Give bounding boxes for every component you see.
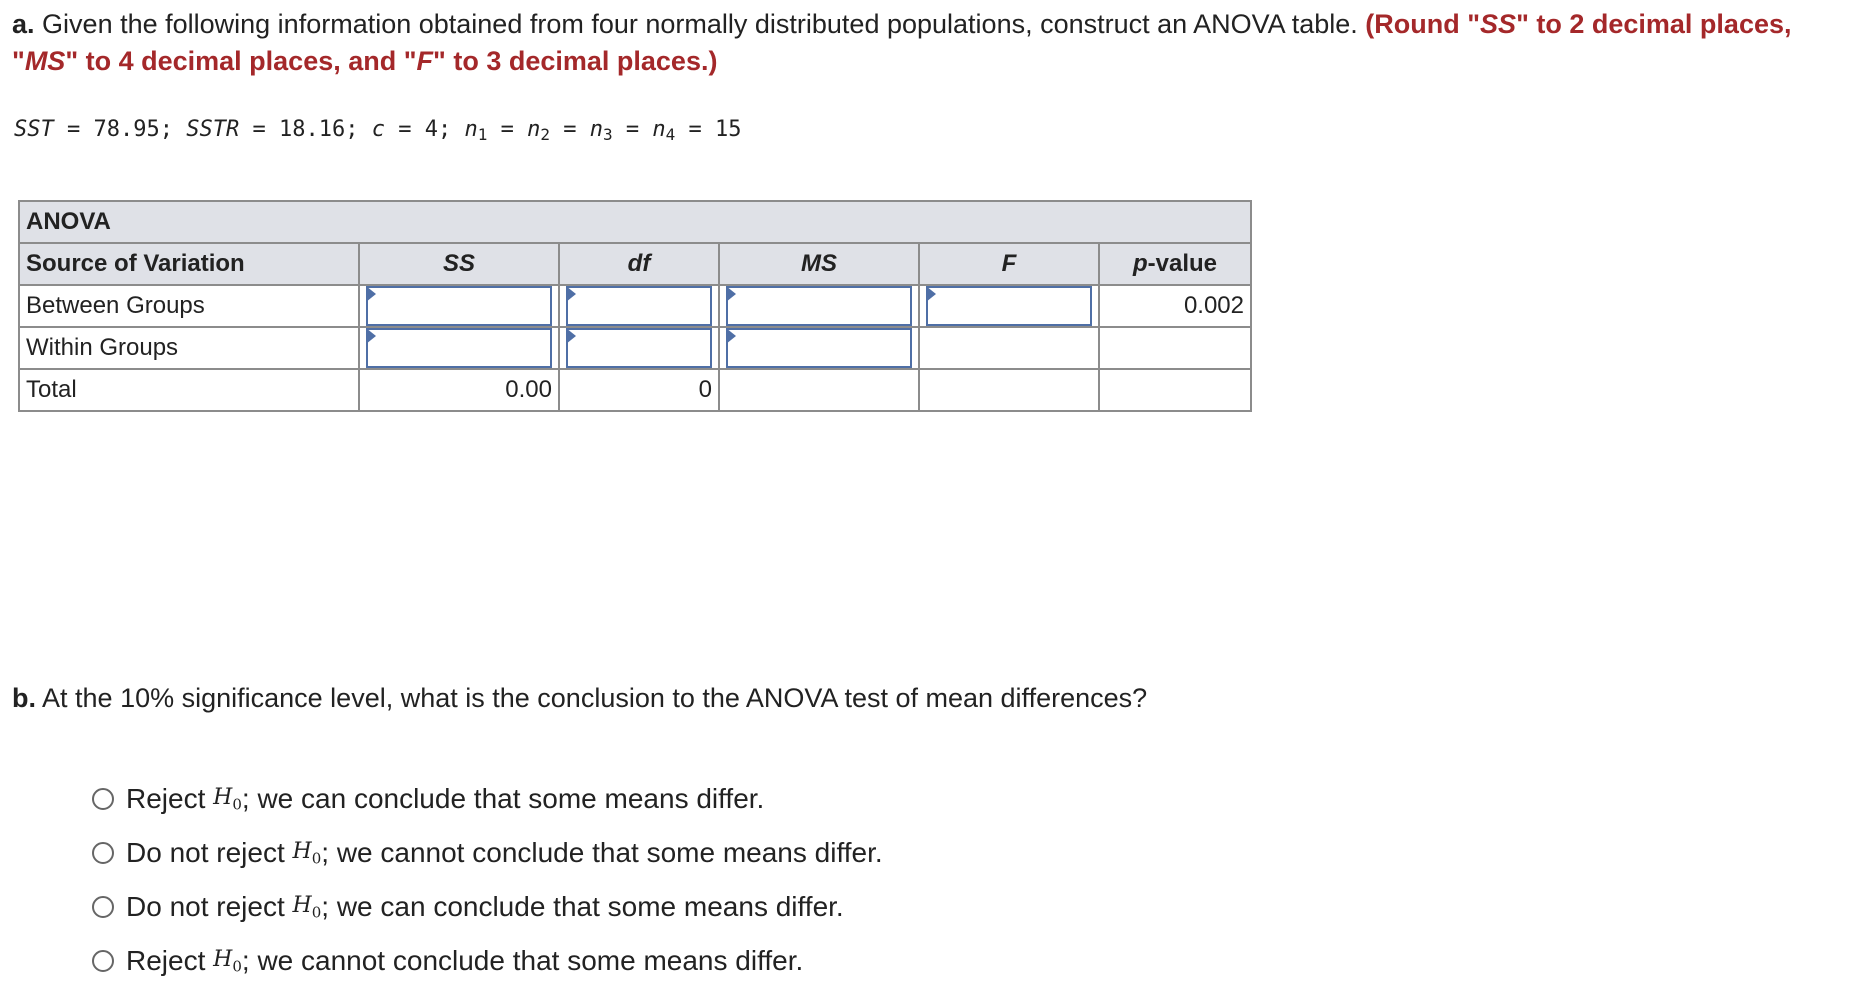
- instr-mid2: " to 4 decimal places, and ": [65, 46, 417, 76]
- table-row-between: [19, 285, 1251, 327]
- answer-options: [92, 772, 883, 988]
- sst-value: 78.95: [93, 117, 160, 142]
- c-value: 4: [424, 117, 438, 142]
- within-ss-input[interactable]: [366, 328, 552, 368]
- within-f-empty: [919, 327, 1099, 369]
- n1-sub: 1: [477, 125, 488, 144]
- c-label: c: [371, 117, 385, 142]
- h0-symbol-2: [293, 839, 322, 867]
- question-part-a: [12, 6, 1852, 80]
- instr-ss: SS: [1480, 9, 1517, 39]
- within-ms-input[interactable]: [726, 328, 912, 368]
- option-3[interactable]: [92, 880, 883, 934]
- radio-button-4[interactable]: [92, 950, 114, 972]
- instr-end: " to 3 decimal places.): [433, 46, 718, 76]
- n2-label: n: [527, 117, 541, 142]
- between-f-cell: [919, 285, 1099, 327]
- header-p-value: [1099, 243, 1251, 285]
- h0-letter-4: H: [213, 946, 233, 972]
- h0-symbol-3: [293, 893, 322, 921]
- option-2[interactable]: [92, 826, 883, 880]
- instr-f: F: [416, 46, 434, 76]
- row-label-total: Total: [19, 369, 359, 411]
- within-ms-cell: [719, 327, 919, 369]
- part-b-letter: b.: [12, 683, 36, 713]
- within-df-input[interactable]: [566, 328, 712, 368]
- instr-mid1: " to 2 decimal places, ": [12, 9, 1792, 76]
- part-a-text: Given the following information obtained from four normally distributed populations, construct an ANOVA table.: [42, 9, 1358, 39]
- between-df-cell: [559, 285, 719, 327]
- option-3-pre: Do not reject: [126, 891, 285, 922]
- h0-letter-1: H: [213, 784, 233, 810]
- h0-sub-3: 0: [311, 903, 322, 922]
- within-ss-cell: [359, 327, 559, 369]
- question-part-b: [12, 680, 1147, 717]
- header-source: Source of Variation: [19, 243, 359, 285]
- n1-label: n: [464, 117, 478, 142]
- n3-label: n: [589, 117, 603, 142]
- between-ss-input[interactable]: [366, 286, 552, 326]
- part-a-letter: a.: [12, 9, 35, 39]
- option-1-pre: Reject: [126, 783, 206, 814]
- total-ms-empty: [719, 369, 919, 411]
- header-p-rest: -value: [1147, 250, 1218, 277]
- within-p-empty: [1099, 327, 1251, 369]
- option-4-post: ; we cannot conclude that some means differ.: [241, 945, 804, 976]
- row-label-between: Between Groups: [19, 285, 359, 327]
- between-ms-input[interactable]: [726, 286, 912, 326]
- instr-open: (Round ": [1365, 9, 1481, 39]
- within-df-cell: [559, 327, 719, 369]
- h0-symbol-4: [213, 947, 242, 975]
- n2-sub: 2: [540, 125, 550, 144]
- n3-sub: 3: [602, 125, 613, 144]
- sstr-label: SSTR: [186, 117, 240, 142]
- option-3-post: ; we can conclude that some means differ.: [321, 891, 844, 922]
- table-title: ANOVA: [19, 201, 1251, 243]
- header-p-italic: p: [1132, 250, 1148, 277]
- option-4-pre: Reject: [126, 945, 206, 976]
- header-ss: SS: [359, 243, 559, 285]
- instr-ms: MS: [24, 46, 66, 76]
- given-values: SST = 78.95; SSTR = 18.16; c = 4; $n_1 = n_2 = n_3 = n_4 = 15$: [14, 117, 742, 144]
- radio-button-3[interactable]: [92, 896, 114, 918]
- anova-table: [18, 200, 1252, 412]
- header-f: F: [919, 243, 1099, 285]
- between-f-input[interactable]: [926, 286, 1092, 326]
- total-f-empty: [919, 369, 1099, 411]
- row-label-within: Within Groups: [19, 327, 359, 369]
- part-b-text: At the 10% significance level, what is the conclusion to the ANOVA test of mean differences?: [42, 683, 1148, 713]
- option-4[interactable]: [92, 934, 883, 988]
- between-ms-cell: [719, 285, 919, 327]
- n-value: 15: [715, 117, 742, 142]
- option-2-post: ; we cannot conclude that some means differ.: [321, 837, 883, 868]
- n4-label: n: [652, 117, 666, 142]
- total-df-value: 0: [559, 369, 719, 411]
- total-p-empty: [1099, 369, 1251, 411]
- option-1-post: ; we can conclude that some means differ.: [241, 783, 765, 814]
- h0-letter-3: H: [292, 892, 312, 918]
- h0-sub-2: 0: [311, 849, 322, 868]
- header-df: df: [559, 243, 719, 285]
- between-ss-cell: [359, 285, 559, 327]
- n4-sub: 4: [665, 125, 676, 144]
- h0-sub-1: 0: [232, 795, 242, 814]
- between-p-value: 0.002: [1099, 285, 1251, 327]
- between-df-input[interactable]: [566, 286, 712, 326]
- h0-sub-4: 0: [232, 957, 242, 976]
- option-1[interactable]: [92, 772, 883, 826]
- radio-button-2[interactable]: [92, 842, 114, 864]
- total-ss-value: 0.00: [359, 369, 559, 411]
- sstr-value: 18.16: [278, 117, 346, 142]
- sst-label: SST: [14, 117, 54, 142]
- h0-symbol-1: [213, 785, 242, 813]
- table-row-total: [19, 369, 1251, 411]
- radio-button-1[interactable]: [92, 788, 114, 810]
- table-row-within: [19, 327, 1251, 369]
- h0-letter-2: H: [292, 838, 312, 864]
- table-title-row: [19, 201, 1251, 243]
- table-header-row: [19, 243, 1251, 285]
- option-2-pre: Do not reject: [126, 837, 285, 868]
- header-ms: MS: [719, 243, 919, 285]
